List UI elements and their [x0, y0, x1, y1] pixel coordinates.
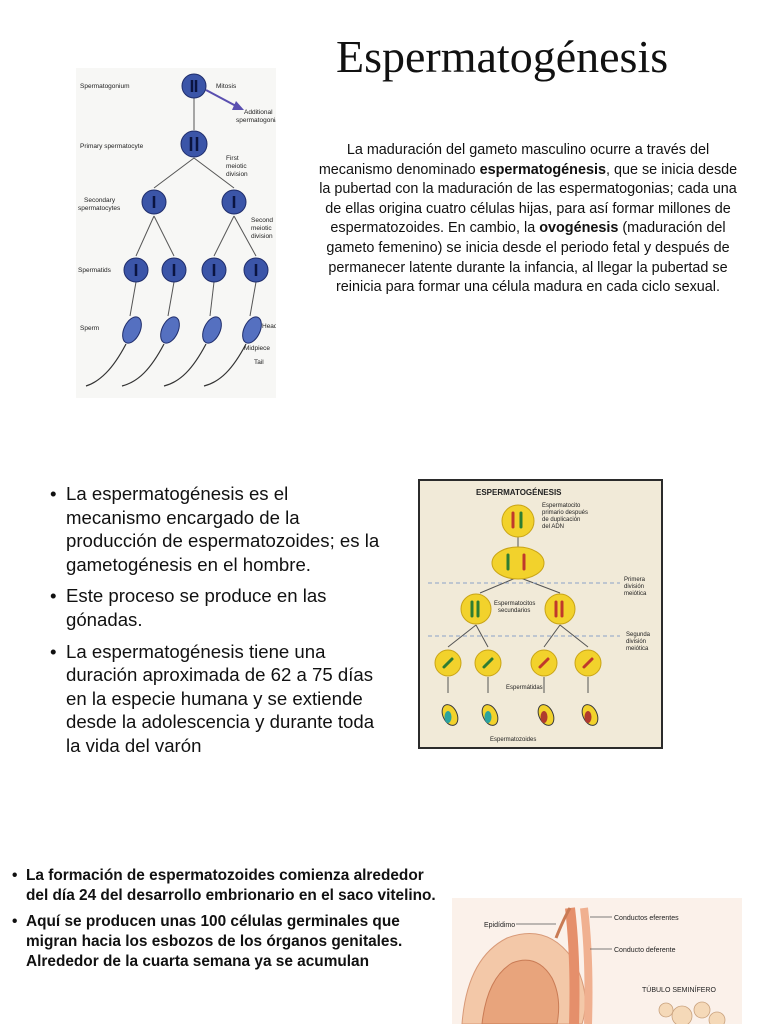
- list-item: • Aquí se producen unas 100 células germinales que migran hacia los esbozos de los órganos genitales. Alrededor de la cuarta semana ya se acumulan: [12, 912, 442, 972]
- label-spermatogonia: spermatogonia: [236, 117, 276, 124]
- fig2-second-3: meiótica: [626, 646, 649, 652]
- label-secondary-2: spermatocytes: [78, 205, 121, 212]
- label-mitosis: Mitosis: [216, 83, 237, 90]
- fig2-title: ESPERMATOGÉNESIS: [476, 488, 562, 497]
- fig2-second-2: división: [626, 639, 647, 645]
- fig2-primary-1: Espermatocito: [542, 503, 581, 509]
- fig2-first-1: Primera: [624, 577, 646, 583]
- fig2-first-3: meiótica: [624, 591, 647, 597]
- fig2-primary-2: primario después: [542, 510, 589, 516]
- fig3-deferent: Conducto deferente: [614, 947, 676, 954]
- intro-text-2: , que se inicia desde la pubertad con la maduración de las espermatogonias; cada una de ellas origina cuatro células hijas, para así formar millones de espermatozoides. En cambio, la: [319, 161, 738, 237]
- label-sperm: Sperm: [80, 325, 100, 332]
- intro-paragraph: [312, 141, 744, 298]
- spermatogenesis-diagram-spanish: [418, 479, 663, 749]
- label-secondary-1: Secondary: [84, 197, 116, 204]
- label-first-3: division: [226, 171, 248, 178]
- fig2-secondary-1: Espermatocitos: [494, 601, 536, 607]
- intro-text-3: (maduración del gameto femenino) se inicia desde el periodo fetal y después de permanecer latente durante la infancia, al llegar la pubertad se reinicia para formar una célula madura en cada ciclo sexual.: [326, 220, 730, 296]
- label-tail: Tail: [254, 359, 264, 366]
- label-first-1: First: [226, 155, 239, 162]
- label-first-2: meiotic: [226, 163, 247, 170]
- bullet-list-section-3: [12, 866, 442, 978]
- intro-bold-ovogenesis: ovogénesis: [539, 220, 619, 237]
- spermatogenesis-diagram-english: [76, 68, 276, 398]
- label-second-2: meiotic: [251, 225, 272, 232]
- list-item: • La espermatogénesis tiene una duración aproximada de 62 a 75 días en la especie humana y se extiende desde la adolescencia y durante toda la vida del varón: [48, 640, 388, 758]
- list-item: • La espermatogénesis es el mecanismo encargado de la producción de espermatozoides; es la gametogénesis en el hombre.: [48, 482, 388, 576]
- label-midpiece: Midpiece: [244, 345, 271, 352]
- list-item: • Este proceso se produce en las gónadas.: [48, 584, 388, 631]
- fig2-spermatids: Espermátidas: [506, 685, 543, 691]
- label-additional: Additional: [244, 109, 273, 116]
- fig3-tubule: TÚBULO SEMINÍFERO: [642, 987, 716, 994]
- label-second-1: Second: [251, 217, 274, 224]
- label-spermatids: Spermatids: [78, 267, 111, 274]
- label-primary-spermatocyte: Primary spermatocyte: [80, 143, 144, 150]
- intro-text-1: La maduración del gameto masculino ocurre a través del mecanismo denominado: [318, 142, 710, 178]
- fig2-first-2: división: [624, 584, 645, 590]
- fig2-second-1: Segunda: [626, 632, 651, 638]
- fig3-epididymis: Epidídimo: [484, 922, 516, 929]
- fig2-secondary-2: secundarios: [498, 608, 531, 614]
- fig3-efferent: Conductos eferentes: [614, 915, 679, 922]
- list-item: • La formación de espermatozoides comienza alrededor del día 24 del desarrollo embrionario en el saco vitelino.: [12, 866, 442, 906]
- label-spermatogonium: Spermatogonium: [80, 83, 130, 90]
- label-second-3: division: [251, 233, 273, 240]
- intro-bold-espermatogenesis: espermatogénesis: [479, 161, 606, 178]
- fig2-primary-4: del ADN: [542, 524, 565, 530]
- fig2-sperm: Espermatozoides: [490, 737, 537, 743]
- label-head: Head: [262, 323, 276, 330]
- fig2-primary-3: de duplicación: [542, 517, 581, 523]
- bullet-list-section-2: [48, 482, 388, 766]
- page-title: Espermatogénesis: [336, 31, 669, 82]
- testis-anatomy-illustration: [452, 898, 742, 1024]
